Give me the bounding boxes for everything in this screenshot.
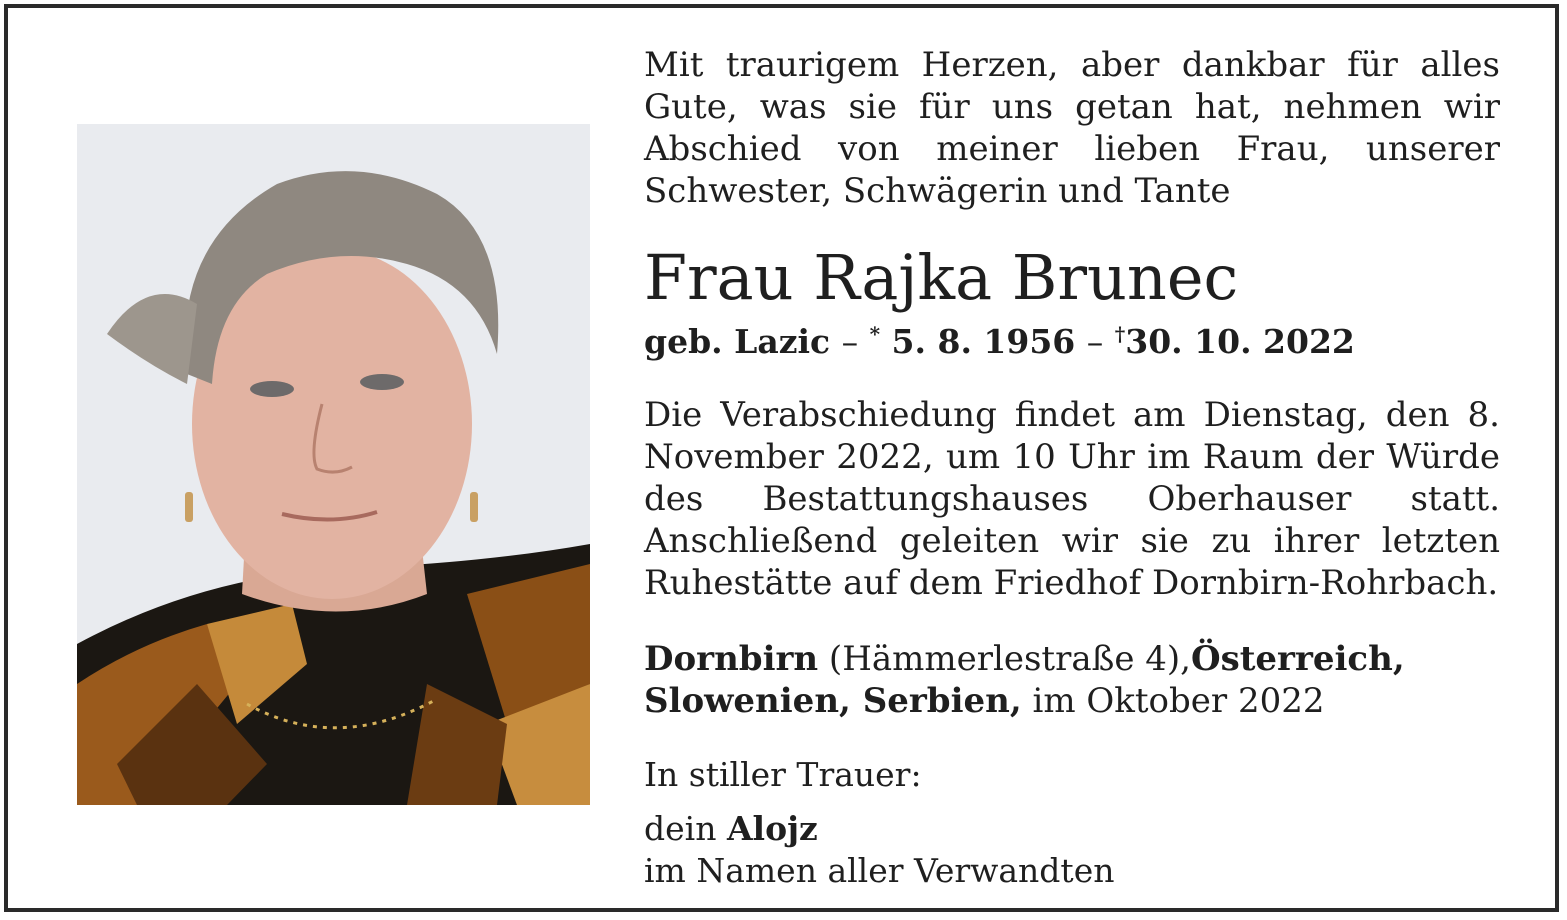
- birth-symbol: *: [869, 322, 881, 346]
- portrait-photo: [77, 124, 590, 805]
- place-and-date: [644, 638, 1500, 722]
- dash-separator: –: [1086, 322, 1104, 361]
- mourner-line: [644, 808, 1500, 850]
- mourner-name: Alojz: [726, 809, 818, 848]
- service-details: Die Verabschiedung findet am Dienstag, den 8. November 2022, um 10 Uhr im Raum der Würde des Bestattungshauses Oberhauser statt. Anschließend geleiten wir sie zu ihrer letzten Ruhestätte auf dem Friedhof Dornbirn-Rohrbach.: [644, 395, 1500, 603]
- mourners-block: [644, 808, 1500, 892]
- deceased-name: Frau Rajka Brunec: [644, 241, 1239, 314]
- intro-text: Mit traurigem Herzen, aber dankbar für alles Gute, was sie für uns getan hat, nehmen wir Abschied von meiner lieben Frau, unserer Schwester, Schwägerin und Tante: [644, 45, 1500, 211]
- notice-date: im Oktober 2022: [1021, 681, 1325, 721]
- birth-date: 5. 8. 1956: [891, 322, 1076, 361]
- mourner-prefix: dein: [644, 809, 727, 848]
- city: Dornbirn: [644, 639, 819, 679]
- life-dates: [644, 320, 1500, 364]
- dash-separator: –: [841, 322, 859, 361]
- countries: Österreich, Slowenien, Serbien,: [644, 639, 1405, 721]
- portrait-illustration: [77, 124, 590, 805]
- death-symbol: †: [1114, 322, 1126, 346]
- mourner-line-relatives: im Namen aller Verwandten: [644, 851, 1115, 890]
- mourning-label: In stiller Trauer:: [644, 755, 922, 794]
- obituary-card: [4, 4, 1559, 912]
- address: (Hämmerlestraße 4),: [818, 639, 1191, 679]
- death-date: 30. 10. 2022: [1125, 322, 1355, 361]
- maiden-name: geb. Lazic: [644, 322, 831, 361]
